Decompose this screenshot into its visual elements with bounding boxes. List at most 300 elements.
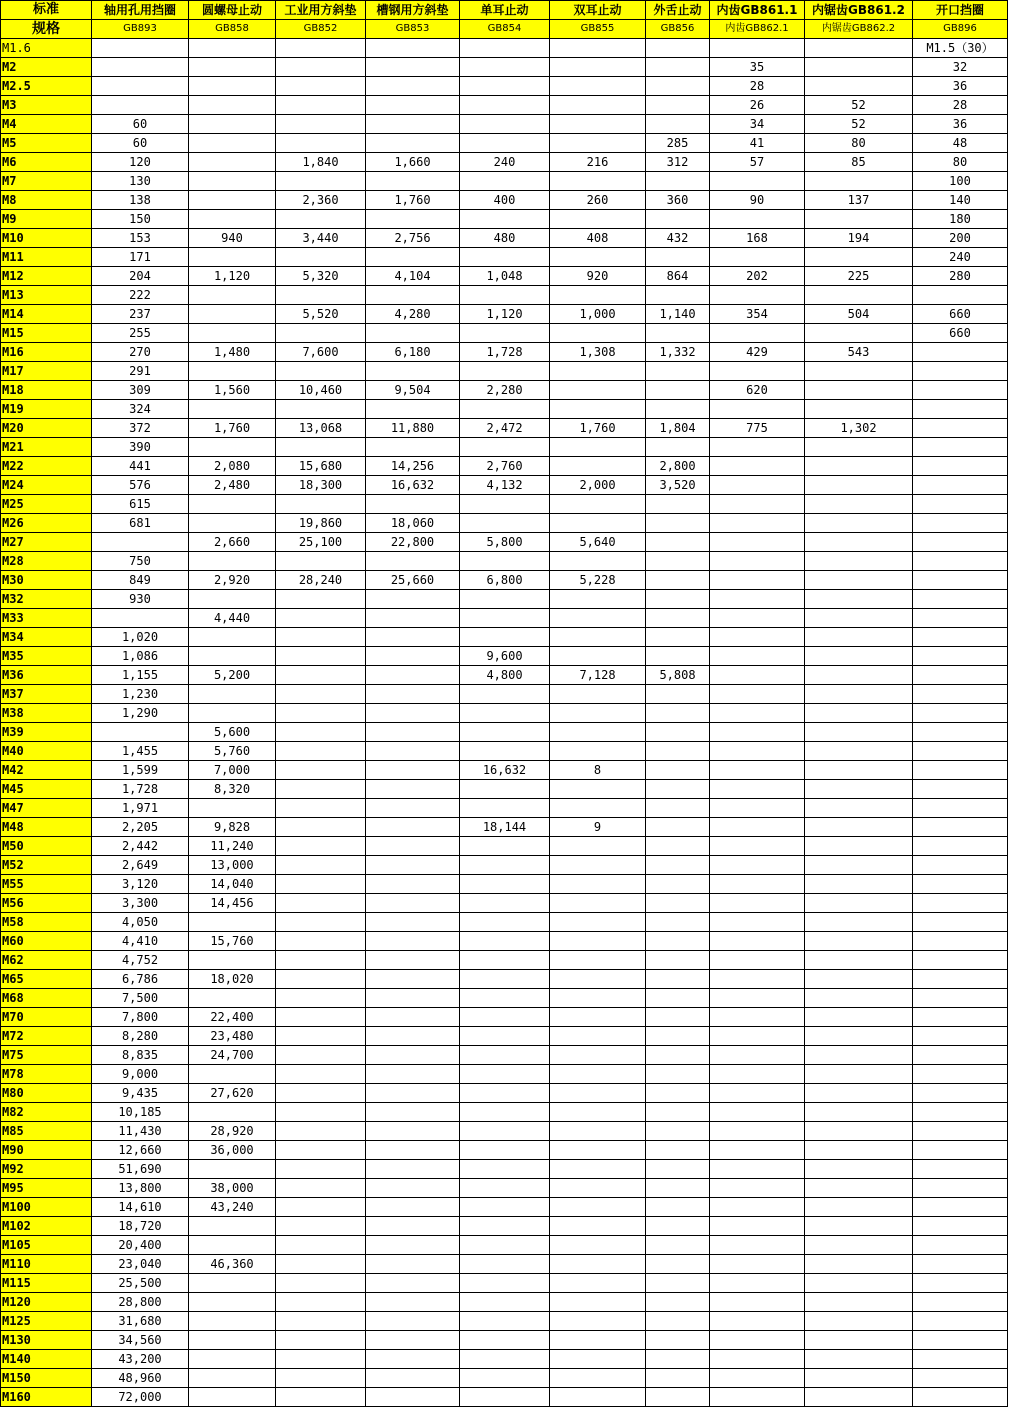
data-cell[interactable]: 9,504 xyxy=(366,381,460,400)
data-cell[interactable] xyxy=(366,1027,460,1046)
data-cell[interactable]: 9,435 xyxy=(92,1084,189,1103)
data-cell[interactable]: 750 xyxy=(92,552,189,571)
data-cell[interactable] xyxy=(460,837,550,856)
data-cell[interactable] xyxy=(189,989,276,1008)
data-cell[interactable] xyxy=(366,837,460,856)
data-cell[interactable]: 9,828 xyxy=(189,818,276,837)
data-cell[interactable] xyxy=(276,647,366,666)
data-cell[interactable] xyxy=(710,286,805,305)
data-cell[interactable]: 2,442 xyxy=(92,837,189,856)
data-cell[interactable] xyxy=(710,818,805,837)
data-cell[interactable] xyxy=(646,77,710,96)
data-cell[interactable] xyxy=(710,723,805,742)
row-spec-cell[interactable]: M24 xyxy=(1,476,92,495)
data-cell[interactable] xyxy=(805,1008,913,1027)
data-cell[interactable]: 237 xyxy=(92,305,189,324)
data-cell[interactable] xyxy=(646,39,710,58)
row-spec-cell[interactable]: M90 xyxy=(1,1141,92,1160)
data-cell[interactable] xyxy=(550,913,646,932)
data-cell[interactable] xyxy=(460,58,550,77)
data-cell[interactable]: 31,680 xyxy=(92,1312,189,1331)
data-cell[interactable] xyxy=(913,1217,1008,1236)
data-cell[interactable]: 16,632 xyxy=(366,476,460,495)
header-std-cell[interactable]: GB893 xyxy=(92,20,189,39)
data-cell[interactable] xyxy=(276,77,366,96)
data-cell[interactable] xyxy=(913,1084,1008,1103)
data-cell[interactable] xyxy=(366,77,460,96)
data-cell[interactable] xyxy=(366,989,460,1008)
data-cell[interactable] xyxy=(189,153,276,172)
data-cell[interactable]: 11,240 xyxy=(189,837,276,856)
data-cell[interactable] xyxy=(646,970,710,989)
data-cell[interactable] xyxy=(189,1331,276,1350)
data-cell[interactable]: 15,760 xyxy=(189,932,276,951)
data-cell[interactable] xyxy=(366,1141,460,1160)
data-cell[interactable] xyxy=(366,286,460,305)
data-cell[interactable] xyxy=(460,1312,550,1331)
row-spec-cell[interactable]: M21 xyxy=(1,438,92,457)
data-cell[interactable]: 90 xyxy=(710,191,805,210)
data-cell[interactable] xyxy=(460,1293,550,1312)
data-cell[interactable] xyxy=(366,1312,460,1331)
data-cell[interactable] xyxy=(646,989,710,1008)
data-cell[interactable]: 408 xyxy=(550,229,646,248)
row-spec-cell[interactable]: M60 xyxy=(1,932,92,951)
header-std-cell[interactable]: 内齿GB862.1 xyxy=(710,20,805,39)
data-cell[interactable] xyxy=(913,362,1008,381)
data-cell[interactable] xyxy=(276,172,366,191)
data-cell[interactable]: 2,760 xyxy=(460,457,550,476)
data-cell[interactable] xyxy=(913,780,1008,799)
data-cell[interactable] xyxy=(646,932,710,951)
data-cell[interactable]: 260 xyxy=(550,191,646,210)
data-cell[interactable] xyxy=(550,324,646,343)
row-spec-cell[interactable]: M32 xyxy=(1,590,92,609)
data-cell[interactable] xyxy=(710,438,805,457)
data-cell[interactable]: 85 xyxy=(805,153,913,172)
data-cell[interactable] xyxy=(366,761,460,780)
data-cell[interactable] xyxy=(646,286,710,305)
row-spec-cell[interactable]: M72 xyxy=(1,1027,92,1046)
data-cell[interactable] xyxy=(710,913,805,932)
data-cell[interactable] xyxy=(550,970,646,989)
data-cell[interactable]: 7,500 xyxy=(92,989,189,1008)
data-cell[interactable] xyxy=(710,552,805,571)
data-cell[interactable]: 864 xyxy=(646,267,710,286)
data-cell[interactable]: 441 xyxy=(92,457,189,476)
data-cell[interactable] xyxy=(550,58,646,77)
data-cell[interactable] xyxy=(276,58,366,77)
data-cell[interactable] xyxy=(550,856,646,875)
data-cell[interactable] xyxy=(710,210,805,229)
data-cell[interactable]: 1,332 xyxy=(646,343,710,362)
data-cell[interactable] xyxy=(805,647,913,666)
data-cell[interactable] xyxy=(913,818,1008,837)
data-cell[interactable] xyxy=(646,628,710,647)
data-cell[interactable]: 1,230 xyxy=(92,685,189,704)
row-spec-cell[interactable]: M26 xyxy=(1,514,92,533)
data-cell[interactable] xyxy=(276,628,366,647)
data-cell[interactable] xyxy=(646,1388,710,1407)
data-cell[interactable] xyxy=(276,894,366,913)
row-spec-cell[interactable]: M30 xyxy=(1,571,92,590)
header-std-cell[interactable]: GB854 xyxy=(460,20,550,39)
data-cell[interactable]: 1,599 xyxy=(92,761,189,780)
header-title-cell[interactable]: 开口挡圈 xyxy=(913,1,1008,20)
row-spec-cell[interactable]: M40 xyxy=(1,742,92,761)
data-cell[interactable] xyxy=(646,495,710,514)
data-cell[interactable] xyxy=(913,1065,1008,1084)
data-cell[interactable] xyxy=(805,552,913,571)
data-cell[interactable]: 12,660 xyxy=(92,1141,189,1160)
data-cell[interactable] xyxy=(913,1103,1008,1122)
data-cell[interactable] xyxy=(805,704,913,723)
data-cell[interactable] xyxy=(550,1008,646,1027)
data-cell[interactable]: 775 xyxy=(710,419,805,438)
data-cell[interactable] xyxy=(276,495,366,514)
data-cell[interactable] xyxy=(805,1103,913,1122)
data-cell[interactable] xyxy=(646,210,710,229)
data-cell[interactable] xyxy=(913,1027,1008,1046)
data-cell[interactable]: 26 xyxy=(710,96,805,115)
data-cell[interactable]: 2,000 xyxy=(550,476,646,495)
data-cell[interactable]: 2,649 xyxy=(92,856,189,875)
data-cell[interactable] xyxy=(366,1046,460,1065)
data-cell[interactable] xyxy=(710,1008,805,1027)
data-cell[interactable] xyxy=(189,1103,276,1122)
data-cell[interactable]: 5,808 xyxy=(646,666,710,685)
data-cell[interactable]: 1,086 xyxy=(92,647,189,666)
data-cell[interactable]: 216 xyxy=(550,153,646,172)
data-cell[interactable]: 194 xyxy=(805,229,913,248)
data-cell[interactable]: 2,480 xyxy=(189,476,276,495)
data-cell[interactable] xyxy=(646,1293,710,1312)
data-cell[interactable] xyxy=(805,1027,913,1046)
data-cell[interactable] xyxy=(366,1084,460,1103)
data-cell[interactable] xyxy=(366,362,460,381)
header-std-cell[interactable]: GB858 xyxy=(189,20,276,39)
data-cell[interactable] xyxy=(276,666,366,685)
header-std-cell[interactable]: GB856 xyxy=(646,20,710,39)
data-cell[interactable] xyxy=(460,742,550,761)
row-spec-cell[interactable]: M115 xyxy=(1,1274,92,1293)
data-cell[interactable] xyxy=(460,1274,550,1293)
data-cell[interactable]: 291 xyxy=(92,362,189,381)
data-cell[interactable] xyxy=(805,438,913,457)
data-cell[interactable] xyxy=(913,552,1008,571)
data-cell[interactable] xyxy=(276,1312,366,1331)
data-cell[interactable] xyxy=(460,552,550,571)
data-cell[interactable]: 324 xyxy=(92,400,189,419)
data-cell[interactable] xyxy=(460,495,550,514)
data-cell[interactable]: 2,080 xyxy=(189,457,276,476)
data-cell[interactable] xyxy=(805,1065,913,1084)
data-cell[interactable] xyxy=(646,913,710,932)
data-cell[interactable]: 43,240 xyxy=(189,1198,276,1217)
data-cell[interactable] xyxy=(92,533,189,552)
header-title-cell[interactable]: 内锯齿GB861.2 xyxy=(805,1,913,20)
data-cell[interactable] xyxy=(550,780,646,799)
data-cell[interactable] xyxy=(646,799,710,818)
data-cell[interactable] xyxy=(92,609,189,628)
data-cell[interactable]: 7,800 xyxy=(92,1008,189,1027)
data-cell[interactable]: 5,600 xyxy=(189,723,276,742)
data-cell[interactable]: 18,300 xyxy=(276,476,366,495)
row-spec-cell[interactable]: M2 xyxy=(1,58,92,77)
data-cell[interactable] xyxy=(366,248,460,267)
data-cell[interactable]: 25,500 xyxy=(92,1274,189,1293)
data-cell[interactable]: 8,320 xyxy=(189,780,276,799)
row-spec-cell[interactable]: M56 xyxy=(1,894,92,913)
data-cell[interactable]: 354 xyxy=(710,305,805,324)
data-cell[interactable] xyxy=(550,1236,646,1255)
data-cell[interactable] xyxy=(460,856,550,875)
data-cell[interactable] xyxy=(710,514,805,533)
data-cell[interactable] xyxy=(460,799,550,818)
data-cell[interactable] xyxy=(366,115,460,134)
data-cell[interactable] xyxy=(550,39,646,58)
data-cell[interactable] xyxy=(460,286,550,305)
data-cell[interactable]: 204 xyxy=(92,267,189,286)
data-cell[interactable] xyxy=(550,77,646,96)
data-cell[interactable]: 13,800 xyxy=(92,1179,189,1198)
data-cell[interactable] xyxy=(710,533,805,552)
data-cell[interactable] xyxy=(710,362,805,381)
data-cell[interactable]: 202 xyxy=(710,267,805,286)
data-cell[interactable] xyxy=(276,39,366,58)
data-cell[interactable] xyxy=(913,533,1008,552)
row-spec-cell[interactable]: M28 xyxy=(1,552,92,571)
data-cell[interactable]: 2,205 xyxy=(92,818,189,837)
data-cell[interactable]: 10,185 xyxy=(92,1103,189,1122)
data-cell[interactable] xyxy=(550,1388,646,1407)
data-cell[interactable] xyxy=(366,1255,460,1274)
data-cell[interactable] xyxy=(366,210,460,229)
data-cell[interactable] xyxy=(366,495,460,514)
data-cell[interactable] xyxy=(913,894,1008,913)
data-cell[interactable]: 28,240 xyxy=(276,571,366,590)
data-cell[interactable] xyxy=(710,989,805,1008)
data-cell[interactable] xyxy=(276,1179,366,1198)
data-cell[interactable]: 7,600 xyxy=(276,343,366,362)
row-spec-cell[interactable]: M55 xyxy=(1,875,92,894)
data-cell[interactable] xyxy=(710,1027,805,1046)
data-cell[interactable] xyxy=(913,495,1008,514)
row-spec-cell[interactable]: M25 xyxy=(1,495,92,514)
data-cell[interactable] xyxy=(276,704,366,723)
data-cell[interactable]: 1,728 xyxy=(460,343,550,362)
data-cell[interactable] xyxy=(189,1312,276,1331)
data-cell[interactable] xyxy=(460,1236,550,1255)
data-cell[interactable] xyxy=(366,1198,460,1217)
row-spec-cell[interactable]: M35 xyxy=(1,647,92,666)
row-spec-cell[interactable]: M125 xyxy=(1,1312,92,1331)
header-title-cell[interactable]: 轴用孔用挡圈 xyxy=(92,1,189,20)
data-cell[interactable]: 7,000 xyxy=(189,761,276,780)
data-cell[interactable] xyxy=(805,590,913,609)
data-cell[interactable] xyxy=(276,400,366,419)
data-cell[interactable] xyxy=(366,134,460,153)
data-cell[interactable] xyxy=(710,799,805,818)
data-cell[interactable] xyxy=(460,1198,550,1217)
data-cell[interactable] xyxy=(913,1293,1008,1312)
data-cell[interactable]: M1.5（30） xyxy=(913,39,1008,58)
data-cell[interactable] xyxy=(189,951,276,970)
data-cell[interactable]: 138 xyxy=(92,191,189,210)
data-cell[interactable]: 280 xyxy=(913,267,1008,286)
data-cell[interactable]: 137 xyxy=(805,191,913,210)
data-cell[interactable] xyxy=(646,1122,710,1141)
data-cell[interactable] xyxy=(805,514,913,533)
data-cell[interactable] xyxy=(913,1141,1008,1160)
data-cell[interactable] xyxy=(805,1331,913,1350)
data-cell[interactable]: 4,132 xyxy=(460,476,550,495)
data-cell[interactable]: 2,920 xyxy=(189,571,276,590)
header-corner-spec[interactable]: 规格 xyxy=(1,20,92,39)
data-cell[interactable] xyxy=(276,438,366,457)
data-cell[interactable]: 2,472 xyxy=(460,419,550,438)
data-cell[interactable]: 22,800 xyxy=(366,533,460,552)
data-cell[interactable] xyxy=(189,799,276,818)
data-cell[interactable] xyxy=(913,1255,1008,1274)
data-cell[interactable] xyxy=(805,628,913,647)
data-cell[interactable] xyxy=(550,628,646,647)
data-cell[interactable] xyxy=(550,1084,646,1103)
data-cell[interactable] xyxy=(366,590,460,609)
data-cell[interactable]: 360 xyxy=(646,191,710,210)
data-cell[interactable] xyxy=(460,400,550,419)
data-cell[interactable]: 24,700 xyxy=(189,1046,276,1065)
data-cell[interactable]: 3,520 xyxy=(646,476,710,495)
data-cell[interactable] xyxy=(460,1160,550,1179)
data-cell[interactable] xyxy=(460,913,550,932)
data-cell[interactable] xyxy=(189,1369,276,1388)
data-cell[interactable] xyxy=(189,115,276,134)
row-spec-cell[interactable]: M3 xyxy=(1,96,92,115)
data-cell[interactable] xyxy=(366,1217,460,1236)
data-cell[interactable] xyxy=(276,1293,366,1312)
data-cell[interactable]: 36 xyxy=(913,115,1008,134)
data-cell[interactable]: 1,140 xyxy=(646,305,710,324)
row-spec-cell[interactable]: M2.5 xyxy=(1,77,92,96)
row-spec-cell[interactable]: M62 xyxy=(1,951,92,970)
data-cell[interactable]: 35 xyxy=(710,58,805,77)
data-cell[interactable]: 7,128 xyxy=(550,666,646,685)
data-cell[interactable] xyxy=(710,837,805,856)
data-cell[interactable] xyxy=(805,951,913,970)
data-cell[interactable] xyxy=(646,381,710,400)
data-cell[interactable] xyxy=(805,495,913,514)
row-spec-cell[interactable]: M110 xyxy=(1,1255,92,1274)
data-cell[interactable] xyxy=(460,951,550,970)
data-cell[interactable] xyxy=(913,1331,1008,1350)
data-cell[interactable] xyxy=(550,1046,646,1065)
data-cell[interactable] xyxy=(550,1217,646,1236)
row-spec-cell[interactable]: M150 xyxy=(1,1369,92,1388)
data-cell[interactable] xyxy=(276,324,366,343)
data-cell[interactable] xyxy=(913,609,1008,628)
data-cell[interactable]: 60 xyxy=(92,134,189,153)
data-cell[interactable]: 1,000 xyxy=(550,305,646,324)
data-cell[interactable] xyxy=(805,1236,913,1255)
data-cell[interactable] xyxy=(460,1369,550,1388)
data-cell[interactable] xyxy=(276,970,366,989)
data-cell[interactable]: 57 xyxy=(710,153,805,172)
data-cell[interactable] xyxy=(550,875,646,894)
data-cell[interactable]: 11,880 xyxy=(366,419,460,438)
data-cell[interactable]: 1,020 xyxy=(92,628,189,647)
data-cell[interactable] xyxy=(276,609,366,628)
data-cell[interactable] xyxy=(646,400,710,419)
data-cell[interactable] xyxy=(276,837,366,856)
header-title-cell[interactable]: 槽钢用方斜垫 xyxy=(366,1,460,20)
data-cell[interactable]: 1,760 xyxy=(189,419,276,438)
data-cell[interactable]: 2,360 xyxy=(276,191,366,210)
row-spec-cell[interactable]: M78 xyxy=(1,1065,92,1084)
data-cell[interactable] xyxy=(646,324,710,343)
data-cell[interactable] xyxy=(805,1369,913,1388)
data-cell[interactable] xyxy=(189,362,276,381)
data-cell[interactable] xyxy=(913,514,1008,533)
data-cell[interactable] xyxy=(550,951,646,970)
row-spec-cell[interactable]: M37 xyxy=(1,685,92,704)
data-cell[interactable] xyxy=(646,1046,710,1065)
data-cell[interactable] xyxy=(276,913,366,932)
data-cell[interactable] xyxy=(366,628,460,647)
data-cell[interactable] xyxy=(805,723,913,742)
data-cell[interactable] xyxy=(460,1179,550,1198)
data-cell[interactable] xyxy=(805,39,913,58)
data-cell[interactable] xyxy=(805,780,913,799)
data-cell[interactable] xyxy=(913,1179,1008,1198)
data-cell[interactable]: 940 xyxy=(189,229,276,248)
data-cell[interactable] xyxy=(460,609,550,628)
data-cell[interactable]: 849 xyxy=(92,571,189,590)
data-cell[interactable] xyxy=(460,1350,550,1369)
data-cell[interactable]: 2,756 xyxy=(366,229,460,248)
data-cell[interactable]: 400 xyxy=(460,191,550,210)
data-cell[interactable]: 28,920 xyxy=(189,1122,276,1141)
data-cell[interactable] xyxy=(276,1122,366,1141)
data-cell[interactable] xyxy=(646,951,710,970)
data-cell[interactable]: 16,632 xyxy=(460,761,550,780)
header-std-cell[interactable]: GB896 xyxy=(913,20,1008,39)
header-title-cell[interactable]: 内齿GB861.1 xyxy=(710,1,805,20)
data-cell[interactable] xyxy=(805,989,913,1008)
data-cell[interactable] xyxy=(276,1065,366,1084)
data-cell[interactable] xyxy=(550,1179,646,1198)
data-cell[interactable]: 1,760 xyxy=(366,191,460,210)
data-cell[interactable] xyxy=(366,970,460,989)
data-cell[interactable]: 13,000 xyxy=(189,856,276,875)
data-cell[interactable] xyxy=(460,115,550,134)
data-cell[interactable] xyxy=(913,1198,1008,1217)
data-cell[interactable] xyxy=(460,1122,550,1141)
data-cell[interactable] xyxy=(805,324,913,343)
data-cell[interactable] xyxy=(913,1388,1008,1407)
data-cell[interactable]: 51,690 xyxy=(92,1160,189,1179)
data-cell[interactable] xyxy=(913,761,1008,780)
data-cell[interactable] xyxy=(646,438,710,457)
data-cell[interactable]: 6,180 xyxy=(366,343,460,362)
data-cell[interactable]: 120 xyxy=(92,153,189,172)
data-cell[interactable]: 8,835 xyxy=(92,1046,189,1065)
data-cell[interactable] xyxy=(276,210,366,229)
data-cell[interactable] xyxy=(710,951,805,970)
row-spec-cell[interactable]: M47 xyxy=(1,799,92,818)
data-cell[interactable] xyxy=(276,1369,366,1388)
data-cell[interactable] xyxy=(913,1160,1008,1179)
